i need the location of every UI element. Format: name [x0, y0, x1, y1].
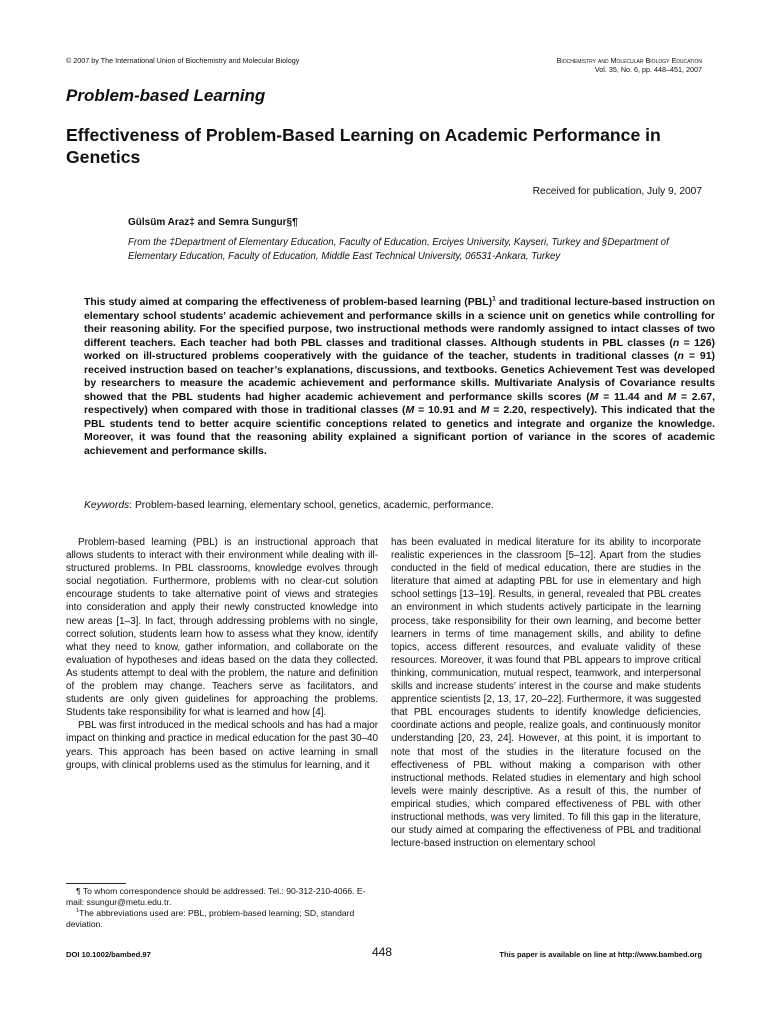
journal-volume: Vol. 35, No. 6, pp. 448–451, 2007 [594, 65, 702, 74]
keywords [84, 499, 715, 512]
abstract: This study aimed at comparing the effectiveness of problem-based learning (PBL)$^1$ and traditional lecture-based instruction on elementary school students’ academic achievement and performance skills in a science unit on genetics while controlling for their reasoning ability. For the specified purpose, two instructional methods were randomly assigned to intact classes of two different teachers. Each teacher had both PBL classes and traditional classes. Although students in PBL classes (n = 126) worked on ill-structured problems cooperatively with the guidance of the teacher, students in traditional classes (n = 91) received instruction based on teacher’s explanations, discussions, and textbooks. Genetics Achievement Test was developed by researchers to measure the academic achievement and performance skills. Multivariate Analysis of Covariance results showed that the PBL students had higher academic achievement and performance skills scores (M = 11.44 and M = 2.67, respectively) when compared with those in traditional classes (M = 10.91 and M = 2.20, respectively). This indicated that the PBL students tend to better acquire scientific conceptions related to genetics and integrate and organize the knowledge. Moreover, it was found that the reasoning ability explained a significant portion of variance in the scores of academic achievement and performance skills. [84, 295, 715, 457]
correspondence-footnote: ¶ To whom correspondence should be addressed. Tel.: 90-312-210-4066. E-mail: ssungur@metu.edu.tr. [66, 886, 366, 907]
body-column-right [391, 536, 701, 850]
footnotes [66, 886, 378, 930]
copyright-line: © 2007 by The International Union of Biochemistry and Molecular Biology [66, 56, 300, 65]
footnote-divider [66, 883, 126, 884]
online-availability: This paper is available on line at http://www.bambed.org [499, 950, 702, 959]
abbreviation-footnote: $^1$The abbreviations used are: PBL, problem-based learning; SD, standard deviation. [66, 908, 355, 929]
author-list: Gülsüm Araz‡ and Semra Sungur§¶ [128, 217, 298, 228]
doi: DOI 10.1002/bambed.97 [66, 950, 151, 959]
page-number: 448 [372, 945, 393, 959]
section-heading: Problem-based Learning [66, 86, 266, 105]
received-date: Received for publication, July 9, 2007 [532, 186, 702, 197]
keywords-label: Keywords [84, 500, 130, 511]
journal-name: Biochemistry and Molecular Biology Education [556, 56, 702, 65]
affiliation: From the ‡Department of Elementary Education, Faculty of Education, Erciyes University, Kayseri, Turkey and §Department of Elementary Education, Faculty of Education, Middle East Technical University, 06531-Ankara, Turkey [128, 237, 669, 262]
body-paragraph: Problem-based learning (PBL) is an instructional approach that allows students to interact with their environment while dealing with ill-structured problems. In PBL classrooms, knowledge evolves through social negotiation. Furthermore, problems with no clear-cut solution encourage students to take alternative point of views and strategies into consideration and apply their newly constructed knowledge into new areas [1–3]. In fact, through addressing problems with no single, correct solution, students learn how to assess what they know, identify what they need to know, gather information, and collaborate on the evaluation of hypotheses and ideas based on the data they collected. As students attempt to deal with the problem, the nature and definition of the problem may change. Teachers serve as facilitators, and students are only given guidelines for approaching the problems. Students take responsibility for what is learned and how [4]. [66, 537, 378, 719]
body-column-left [66, 536, 378, 772]
body-paragraph: has been evaluated in medical literature for its ability to incorporate realistic experiences in the classroom [5–12]. Apart from the studies conducted in the field of medical education, there are studies in the literature that aimed at adapting PBL for use in elementary and high school settings [13–19]. Results, in general, revealed that PBL creates an environment in which students actively participate in the learning process, take responsibility for their own learning, and become better learners in terms of time management skills, and ability to define topics, access different resources, and evaluate validity of these resources. Moreover, it was found that PBL appears to improve critical thinking, communication, mutual respect, teamwork, and interpersonal skills and increase students’ interest in the course and make students apprentice scientists [2, 13, 17, 20–22]. Furthermore, it was suggested that PBL encourages students to identify knowledge deficiencies, coordinate actions and people, realize goals, and continuously monitor understanding [20, 23, 24]. However, at this point, it is important to note that most of the studies in the literature focused on the effectiveness of PBL without making a comparison with other instructional methods. Related studies in elementary and high school levels were mainly descriptive. As a result of this, the number of empirical studies, which compared effectiveness of PBL with other instructional methods, was very limited. To fill this gap in the literature, our study aimed at comparing the effectiveness of PBL and traditional lecture-based instruction on elementary school [391, 537, 701, 850]
keywords-list: : Problem-based learning, elementary school, genetics, academic, performance. [129, 500, 494, 511]
body-paragraph: PBL was first introduced in the medical schools and has had a major impact on thinking and practice in medical education for the past 30–40 years. This approach has been based on active learning in small groups, with clinical problems used as the stimulus for learning, and it [66, 720, 378, 771]
article-title: Effectiveness of Problem-Based Learning on Academic Performance in Genetics [66, 125, 661, 167]
